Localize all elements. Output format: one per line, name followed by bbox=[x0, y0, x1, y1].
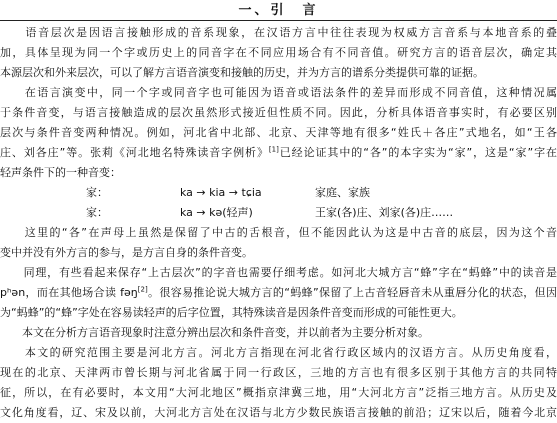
example-words: 王家(各)庄、刘家(各)庄…… bbox=[315, 206, 454, 219]
text-line-content: 同理，有些看起来保存“上古层次”的字音也需要仔细考虑。如河北大城方言“蜂”字在“蚂蜂”中的读音是 bbox=[0, 266, 557, 279]
text-line bbox=[0, 43, 557, 63]
example-words: 家庭、家族 bbox=[315, 186, 370, 199]
text-line-tail: 。很容易推论说大城方言的“蚂蜂”保留了上古音轻唇音未从重唇分化的状态，但因 bbox=[147, 286, 557, 299]
text-line-content: 现在的北京、天津两市曾长期与河北省属于同一行政区，三地的方言也有很多区别于其他方言的共同特 bbox=[0, 366, 557, 379]
text-line bbox=[0, 403, 557, 423]
section-heading: 一、引 言 bbox=[238, 3, 319, 18]
text-line-content: 庄、刘各庄”等。张莉《河北地名特殊读音字例析》 bbox=[0, 146, 269, 159]
text-line-content: 语音层次是因语言接触形成的音系现象，在汉语方言中往往表现为权威方言音系与本地音系的叠 bbox=[0, 26, 557, 39]
text-line bbox=[0, 103, 557, 123]
footnote-ref: [2] bbox=[137, 285, 148, 294]
example-char: 家： bbox=[86, 186, 108, 199]
text-line-content: 本源层次和外来层次，可以了解方言语音演变和接触的历史，并为方言的谱系分类提供可靠的证据。 bbox=[0, 66, 484, 79]
example-form: ka → kə(轻声) bbox=[180, 206, 253, 219]
text-line bbox=[0, 243, 557, 263]
text-line-content: 本文的研究范围主要是河北方言。河北方言指现在河北省行政区域内的汉语方言。从历史角度看， bbox=[0, 346, 557, 359]
text-line-content: 变中并没有外方言的参与，是方言自身的条件音变。 bbox=[0, 246, 253, 259]
text-line-content: 这里的“各”在声母上虽然是保留了中古的舌根音，但不能因此认为这是中古音的底层，因为这个音 bbox=[0, 226, 557, 239]
text-line bbox=[0, 63, 557, 83]
text-line-content: 征，所以，在有必要时，本文用“大河北地区”概指京津冀三地，用“大河北方言”泛指三地方言。从历史及 bbox=[0, 386, 557, 399]
example-form: ka → kia → tɕia bbox=[180, 186, 262, 199]
text-line-content: 为“蚂蜂”的“蜂”字处在容易读轻声的后字位置，其特殊读音是因条件音变而形成的可能性更大。 bbox=[0, 306, 463, 319]
text-line-content: 文化角度看，辽、宋及以前，大河北方言处在汉语与北方少数民族语言接触的前沿；辽宋以后，随着今北京 bbox=[0, 406, 557, 419]
text-line-tail: 已经论证其中的“各”的本字实为“家”，这是“家”字在 bbox=[278, 146, 557, 159]
text-line-content: 轻声条件下的一种音变： bbox=[0, 166, 121, 179]
footnote-ref: [1] bbox=[268, 145, 279, 154]
heading-rule bbox=[0, 20, 557, 21]
text-line-content: 层次与条件音变两种情况。例如，河北省中北部、北京、天津等地有很多“姓氏＋各庄”式地名，如“王各 bbox=[0, 126, 557, 139]
text-line bbox=[0, 263, 557, 283]
text-line bbox=[0, 23, 557, 43]
text-line-content: pʰən，而在其他场合读 fəŋ bbox=[0, 286, 138, 299]
text-line bbox=[0, 83, 557, 103]
text-line bbox=[0, 283, 557, 303]
text-line-content: 于条件音变，与语言接触造成的层次虽然形式接近但性质不同。因此，分析具体语音事实时，有必要区别 bbox=[0, 106, 557, 119]
text-line bbox=[0, 163, 557, 183]
text-line bbox=[0, 343, 557, 363]
text-line-content: 加，具体呈现为同一个字或历史上的同音字在不同应用场合有不同音值。研究方言的语音层次，确定其 bbox=[0, 46, 557, 59]
text-line bbox=[0, 303, 557, 323]
example-char: 家： bbox=[86, 206, 108, 219]
text-line bbox=[0, 123, 557, 143]
text-line bbox=[0, 363, 557, 383]
text-line-content: 本文在分析方言语音现象时注意分辨出层次和条件音变，并以前者为主要分析对象。 bbox=[0, 326, 429, 339]
text-line bbox=[0, 383, 557, 403]
text-line bbox=[0, 143, 557, 163]
text-line bbox=[0, 323, 557, 343]
text-line-content: 在语言演变中，同一个字或同音字也可能因为语音或语法条件的差异而形成不同音值，这种情况属 bbox=[0, 86, 557, 99]
text-line bbox=[0, 223, 557, 243]
